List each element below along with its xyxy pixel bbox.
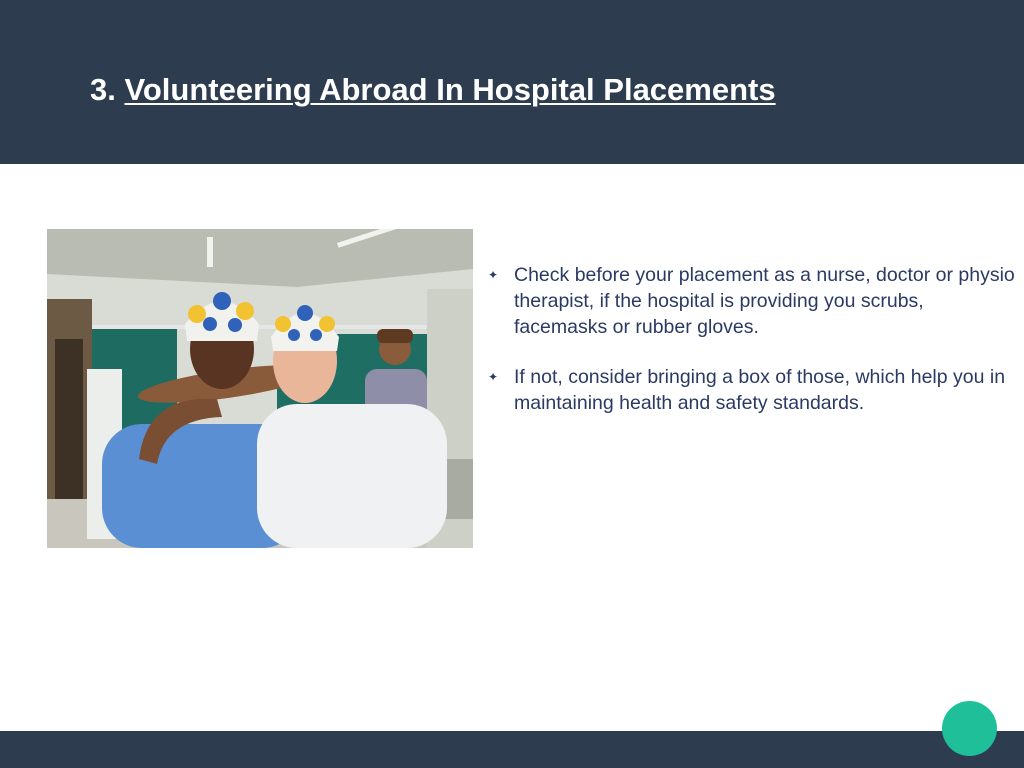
slide-title-text: Volunteering Abroad In Hospital Placements bbox=[124, 72, 776, 107]
bullet-text: Check before your placement as a nurse, doctor or physio therapist, if the hospital is providing you scrubs, facemasks or rubber gloves. bbox=[514, 264, 1015, 338]
bullet-text: If not, consider bringing a box of those, which help you in maintaining health and safety standards. bbox=[514, 366, 1006, 414]
bullet-marker-icon: ✦ bbox=[488, 370, 499, 384]
footer-bar bbox=[0, 731, 1024, 768]
bullet-marker-icon: ✦ bbox=[488, 268, 499, 282]
header-bar bbox=[0, 0, 1024, 164]
bullet-item bbox=[488, 262, 1018, 340]
accent-circle bbox=[942, 701, 997, 756]
bullet-list bbox=[488, 262, 1018, 440]
slide-title-number: 3. bbox=[90, 72, 116, 107]
bullet-item bbox=[488, 364, 1018, 416]
slide-title bbox=[90, 72, 776, 108]
hospital-photo bbox=[47, 229, 473, 548]
